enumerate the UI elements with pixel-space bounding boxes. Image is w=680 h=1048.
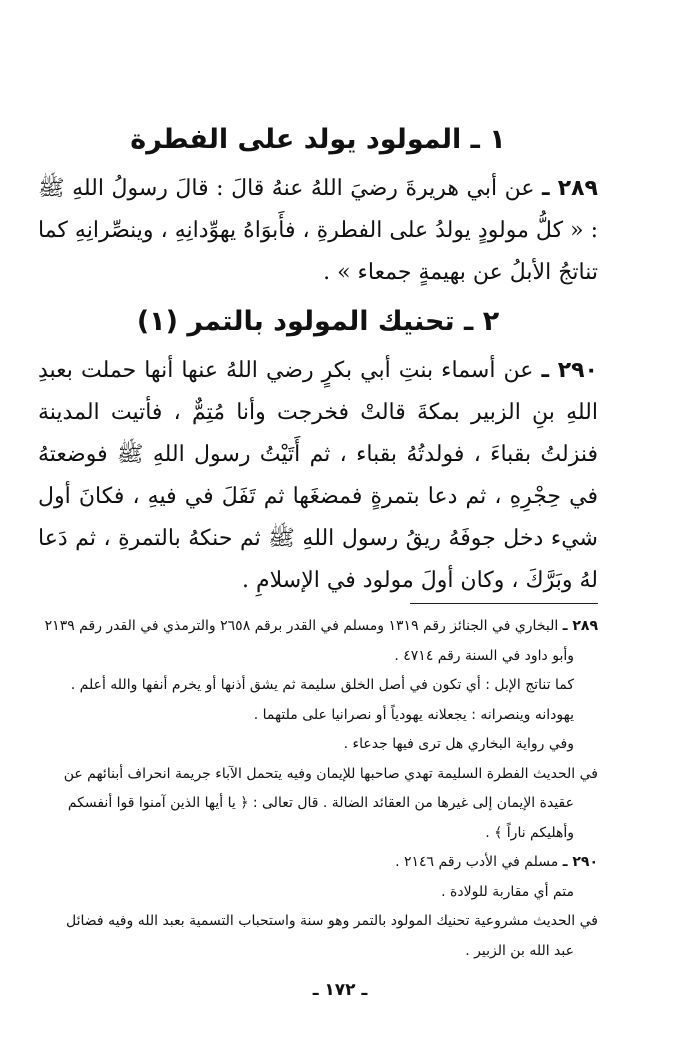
hadith-290-text: عن أسماء بنتِ أبي بكرٍ رضي اللهُ عنها أنها حملت بعبدِ اللهِ بنِ الزبير بمكةَ قالتْ فخرجت وأنا مُتِمٌّ ، فأتيت المدينة فنزلتُ بقباءَ ، فولدتُهُ بقباء ، ثم أَتَيْتُ رسول اللهِ ﷺ فوضعتهُ في حِجْرِهِ ، ثم دعا بتمرةٍ فمضغَها ثم تَفَلَ في فيهِ ، فكانَ أول شيء دخل جوفَهُ ريقُ رسول اللهِ ﷺ ثم حنكهُ بالتمرةِ ، ثم دَعا لهُ وبَرَّكَ ، وكان أولَ مولود في الإسلامِ . bbox=[38, 358, 598, 593]
hadith-289-text: عن أبي هريرةَ رضيَ اللهُ عنهُ قالَ : قالَ رسولُ اللهِ ﷺ : « كلُّ مولودٍ يولدُ على الفطرةِ ، فأَبوَاهُ يهوِّدانِهِ ، وينصِّرانِهِ كما تناتجُ الأبلُ عن بهيمةٍ جمعاء » . bbox=[38, 176, 598, 285]
footnote-290-source bbox=[38, 848, 598, 878]
footnote-289-line-5: عقيدة الإيمان إلى غيرها من العقائد الضالة . قال تعالى : ﴿ يا أيها الذين آمنوا قوا أنفسكم bbox=[67, 795, 574, 811]
footnote-divider bbox=[410, 603, 598, 604]
footnote-290-line-2: في الحديث مشروعية تحنيك المولود بالتمر وهو سنة واستحباب التسمية بعبد الله وفيه فضائل bbox=[66, 913, 598, 929]
main-text bbox=[38, 118, 598, 602]
footnote-289-line-1: كما تناتج الإبل : أي تكون في أصل الخلق سليمة ثم يشق أذنها أو يخرم أنفها والله أعلم . bbox=[70, 677, 574, 693]
hadith-289 bbox=[38, 168, 598, 294]
footnotes bbox=[38, 612, 598, 966]
footnote-289-source bbox=[38, 612, 598, 642]
section-2-title: ٢ ـ تحنيك المولود بالتمر (١) bbox=[136, 306, 500, 337]
footnote-289-number: ٢٨٩ ـ bbox=[562, 618, 598, 634]
footnote-290-line-3: عبد الله بن الزبير . bbox=[465, 942, 574, 959]
section-1-title: ١ ـ المولود يولد على الفطرة bbox=[130, 124, 506, 155]
footnote-289-line-4: في الحديث الفطرة السليمة تهدي صاحبها للإيمان وفيه يتحمل الآباء جريمة انحراف أبنائهم عن bbox=[63, 765, 598, 782]
footnote-290-line-1: متم أي مقاربة للولادة . bbox=[441, 883, 574, 900]
footnote-289-source-2: وأبو داود في السنة رقم ٤٧١٤ . bbox=[394, 647, 574, 664]
footnote-290-source-text: مسلم في الأدب رقم ٢١٤٦ . bbox=[395, 854, 559, 870]
footnote-290-number: ٢٩٠ ـ bbox=[562, 854, 598, 870]
hadith-290-number: ٢٩٠ ـ bbox=[541, 358, 598, 383]
footnote-289-line-2: يهودانه وينصرانه : يجعلانه يهودياً أو نصرانيا على ملتهما . bbox=[253, 706, 574, 723]
footnote-289-line-6: وأهليكم ناراً ﴾ . bbox=[485, 824, 574, 841]
footnote-289-source-text: البخاري في الجنائز رقم ١٣١٩ ومسلم في القدر برقم ٢٦٥٨ والترمذي في القدر رقم ٢١٣٩ bbox=[44, 618, 559, 634]
hadith-289-number: ٢٨٩ ـ bbox=[542, 176, 598, 201]
footnote-289-line-3: وفي رواية البخاري هل ترى فيها جدعاء . bbox=[343, 736, 574, 752]
page-number: ـ ١٧٢ ـ bbox=[312, 980, 368, 1000]
hadith-290 bbox=[38, 350, 598, 602]
